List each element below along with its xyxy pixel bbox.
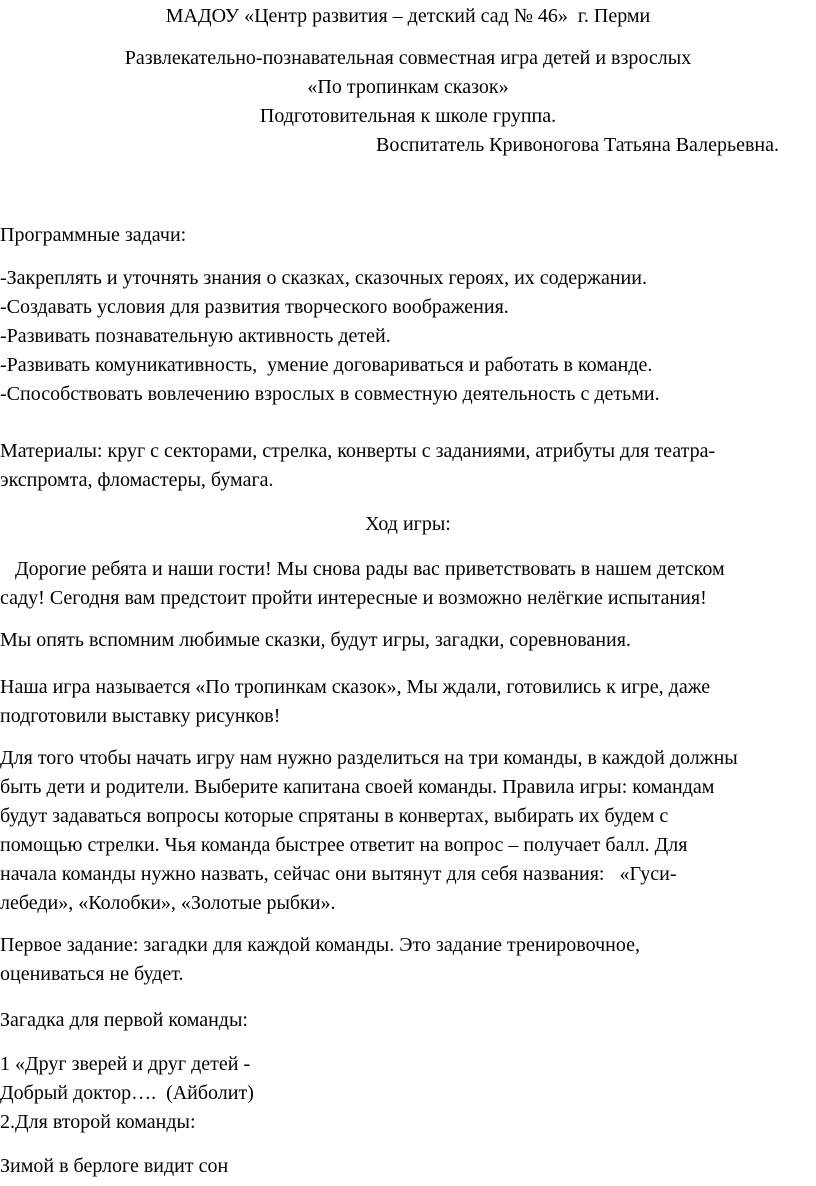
rules-paragraph: быть дети и родители. Выберите капитана своей команды. Правила игры: командам xyxy=(0,776,715,798)
greeting-paragraph: Дорогие ребята и наши гости! Мы снова рады вас приветствовать в нашем детском xyxy=(0,558,725,580)
task-item: -Развивать комуникативность, умение договариваться и работать в команде. xyxy=(0,354,653,376)
rules-paragraph: будут задаваться вопросы которые спрятаны в конвертах, выбирать их будем с xyxy=(0,805,669,827)
riddle-second-heading: 2.Для второй команды: xyxy=(0,1111,196,1133)
riddle-line: Зимой в берлоге видит сон xyxy=(0,1155,229,1177)
riddle-first-heading: Загадка для первой команды: xyxy=(0,1009,248,1031)
riddle-line: 1 «Друг зверей и друг детей - xyxy=(0,1053,251,1075)
task-item: -Создавать условия для развития творческого воображения. xyxy=(0,296,509,318)
rules-paragraph: Для того чтобы начать игру нам нужно разделиться на три команды, в каждой должны xyxy=(0,747,738,769)
game-title: «По тропинкам сказок» xyxy=(307,76,509,98)
recall-paragraph: Мы опять вспомним любимые сказки, будут игры, загадки, соревнования. xyxy=(0,629,631,651)
first-task-paragraph: оцениваться не будет. xyxy=(0,963,184,985)
teacher-name: Воспитатель Кривоногова Татьяна Валерьевна. xyxy=(376,134,779,156)
event-subtitle: Развлекательно-познавательная совместная игра детей и взрослых xyxy=(124,47,692,69)
riddle-line: Добрый доктор…. (Айболит) xyxy=(0,1082,254,1104)
rules-paragraph: лебеди», «Колобки», «Золотые рыбки». xyxy=(0,892,336,914)
group-name: Подготовительная к школе группа. xyxy=(259,105,557,127)
institution-name: МАДОУ «Центр развития – детский сад № 46» г. Перми xyxy=(165,5,651,27)
first-task-paragraph: Первое задание: загадки для каждой команды. Это задание тренировочное, xyxy=(0,934,640,956)
task-item: -Развивать познавательную активность детей. xyxy=(0,325,391,347)
rules-paragraph: помощью стрелки. Чья команда быстрее ответит на вопрос – получает балл. Для xyxy=(0,834,688,856)
progress-heading: Ход игры: xyxy=(365,513,451,535)
task-item: -Способствовать вовлечению взрослых в совместную деятельность с детьми. xyxy=(0,383,660,405)
task-item: -Закреплять и уточнять знания о сказках, сказочных героях, их содержании. xyxy=(0,267,647,289)
rules-paragraph: начала команды нужно назвать, сейчас они вытянут для себя названия: «Гуси- xyxy=(0,863,677,885)
materials-line: Материалы: круг с секторами, стрелка, конверты с заданиями, атрибуты для театра- xyxy=(0,440,716,462)
game-name-paragraph: Наша игра называется «По тропинкам сказок», Мы ждали, готовились к игре, даже xyxy=(0,676,711,698)
materials-line: экспромта, фломастеры, бумага. xyxy=(0,469,274,491)
game-name-paragraph: подготовили выставку рисунков! xyxy=(0,705,281,727)
greeting-paragraph: саду! Сегодня вам предстоит пройти интересные и возможно нелёгкие испытания! xyxy=(0,587,707,609)
tasks-heading: Программные задачи: xyxy=(0,224,187,246)
